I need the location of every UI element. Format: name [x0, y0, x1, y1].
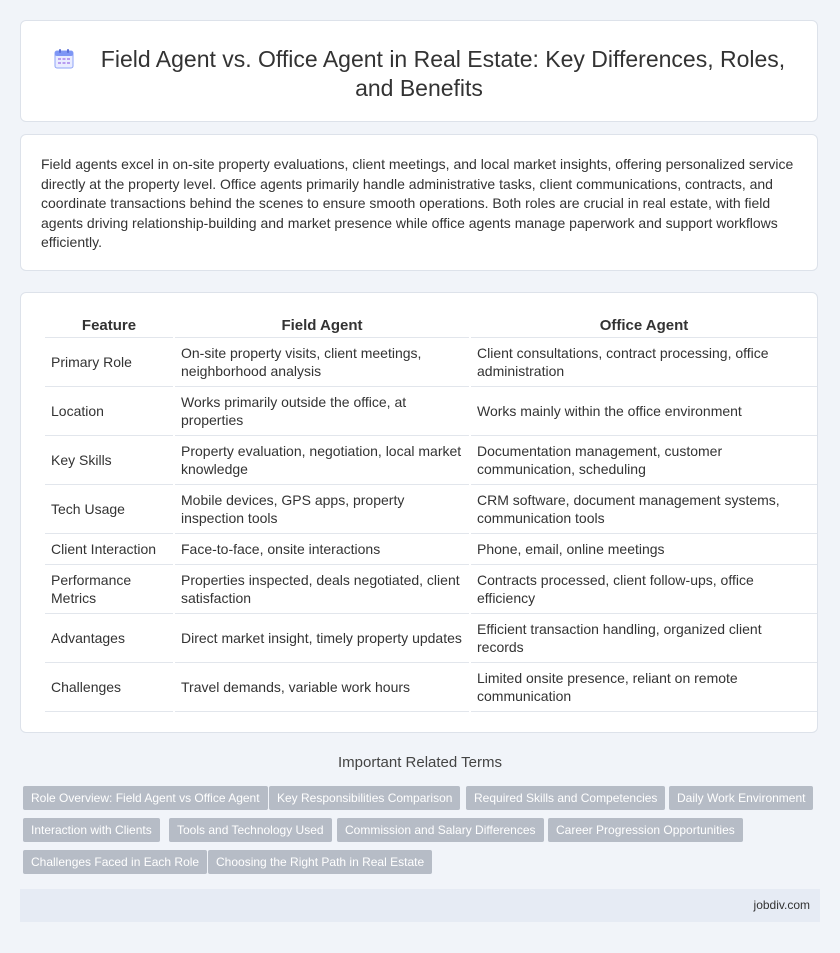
- footer: [20, 889, 820, 922]
- title-card: [20, 20, 818, 122]
- related-tag[interactable]: Required Skills and Competencies: [466, 786, 665, 810]
- field-agent-cell: On-site property visits, client meetings, neighborhood analysis: [175, 338, 469, 387]
- page-title-wrap: [21, 45, 817, 103]
- field-agent-cell: Properties inspected, deals negotiated, client satisfaction: [175, 565, 469, 614]
- related-tag[interactable]: Career Progression Opportunities: [548, 818, 743, 842]
- feature-cell: Performance Metrics: [45, 565, 173, 614]
- calendar-icon: [53, 48, 75, 70]
- table-row: [45, 565, 817, 614]
- feature-cell: Tech Usage: [45, 485, 173, 534]
- office-agent-cell: Limited onsite presence, reliant on remote communication: [471, 663, 817, 712]
- header-office-agent: Office Agent: [471, 315, 817, 338]
- office-agent-cell: Documentation management, customer communication, scheduling: [471, 436, 817, 485]
- related-tag[interactable]: Role Overview: Field Agent vs Office Agent: [23, 786, 268, 810]
- feature-cell: Location: [45, 387, 173, 436]
- table-row: [45, 614, 817, 663]
- intro-paragraph: Field agents excel in on-site property evaluations, client meetings, and local market insights, offering personalized service directly at the property level. Office agents primarily handle administrative tasks, client communications, contracts, and coordinate transactions behind the scenes to ensure smooth operations. Both roles are crucial in real estate, with field agents driving relationship-building and market presence while office agents manage paperwork and support workflows efficiently.: [41, 156, 794, 251]
- table-header-row: [45, 315, 817, 338]
- page-title: Field Agent vs. Office Agent in Real Estate: Key Differences, Roles, and Benefits: [100, 46, 786, 101]
- related-terms-title: Important Related Terms: [338, 754, 502, 771]
- feature-cell: Advantages: [45, 614, 173, 663]
- comparison-table: [43, 315, 819, 712]
- feature-cell: Key Skills: [45, 436, 173, 485]
- field-agent-cell: Works primarily outside the office, at properties: [175, 387, 469, 436]
- intro-card: [20, 134, 818, 271]
- field-agent-cell: Direct market insight, timely property updates: [175, 614, 469, 663]
- table-row: [45, 387, 817, 436]
- table-row: [45, 534, 817, 565]
- office-agent-cell: Works mainly within the office environment: [471, 387, 817, 436]
- feature-cell: Primary Role: [45, 338, 173, 387]
- feature-cell: Client Interaction: [45, 534, 173, 565]
- office-agent-cell: CRM software, document management systems, communication tools: [471, 485, 817, 534]
- field-agent-cell: Property evaluation, negotiation, local market knowledge: [175, 436, 469, 485]
- field-agent-cell: Mobile devices, GPS apps, property inspection tools: [175, 485, 469, 534]
- table-row: [45, 436, 817, 485]
- table-row: [45, 663, 817, 712]
- office-agent-cell: Contracts processed, client follow-ups, office efficiency: [471, 565, 817, 614]
- related-tag[interactable]: Commission and Salary Differences: [337, 818, 544, 842]
- related-tag[interactable]: Key Responsibilities Comparison: [269, 786, 460, 810]
- related-tag[interactable]: Challenges Faced in Each Role: [23, 850, 207, 874]
- footer-site[interactable]: jobdiv.com: [753, 898, 810, 912]
- related-tag[interactable]: Tools and Technology Used: [169, 818, 332, 842]
- header-field-agent: Field Agent: [175, 315, 469, 338]
- field-agent-cell: Travel demands, variable work hours: [175, 663, 469, 712]
- header-feature: Feature: [45, 315, 173, 338]
- comparison-card: [20, 292, 818, 733]
- office-agent-cell: Phone, email, online meetings: [471, 534, 817, 565]
- related-tag[interactable]: Daily Work Environment: [669, 786, 813, 810]
- office-agent-cell: Client consultations, contract processing, office administration: [471, 338, 817, 387]
- office-agent-cell: Efficient transaction handling, organized client records: [471, 614, 817, 663]
- field-agent-cell: Face-to-face, onsite interactions: [175, 534, 469, 565]
- table-row: [45, 485, 817, 534]
- related-tag[interactable]: Choosing the Right Path in Real Estate: [208, 850, 432, 874]
- related-tag[interactable]: Interaction with Clients: [23, 818, 160, 842]
- feature-cell: Challenges: [45, 663, 173, 712]
- table-row: [45, 338, 817, 387]
